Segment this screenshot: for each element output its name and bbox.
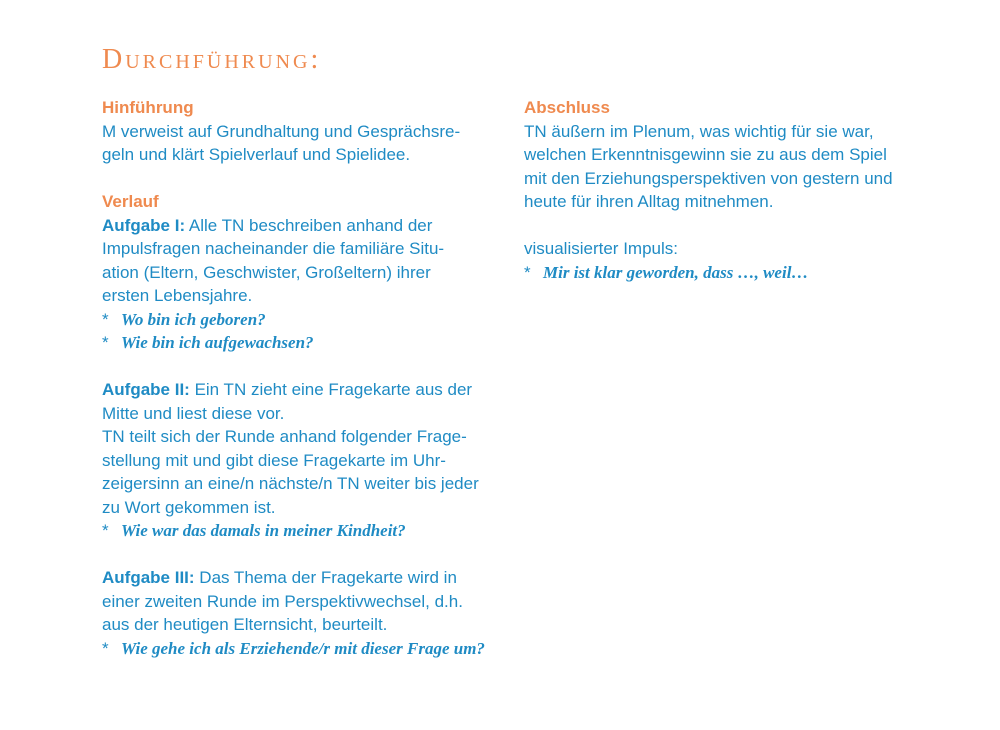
impulse-question [524,261,924,285]
paragraph-line: geln und klärt Spielverlauf und Spielidee. [102,145,411,164]
asterisk-bullet: * [102,333,109,352]
impulse-question [102,331,497,355]
paragraph-line [102,566,497,590]
impulse-question [102,637,497,661]
paragraph-line: welchen Erkenntnisgewinn sie zu aus dem Spiel [524,145,887,164]
question-text: Mir ist klar geworden, dass …, weil… [543,262,809,282]
section-heading-hinfuehrung: Hinführung [102,98,194,117]
paragraph-line: Impulsfragen nacheinander die familiäre Situ- [102,239,445,258]
impulse-question [102,308,497,332]
paragraph-line [102,214,497,238]
paragraph-line: aus der heutigen Elternsicht, beurteilt. [102,615,388,634]
question-text: Wie war das damals in meiner Kindheit? [121,521,406,540]
paragraph-line: ation (Eltern, Geschwister, Großeltern) ihrer [102,262,431,282]
paragraph-text: Ein TN zieht eine Fragekarte aus der [189,380,473,399]
section-heading-verlauf: Verlauf [102,192,159,211]
paragraph-line [102,378,497,402]
paragraph-line: stellung mit und gibt diese Fragekarte im Uhr- [102,450,446,470]
aufgabe-2-label: Aufgabe II: [102,380,190,399]
aufgabe-1-label: Aufgabe I: [102,215,186,235]
paragraph-text: Das Thema der Fragekarte wird in [194,568,457,587]
question-text: Wo bin ich geboren? [121,309,266,329]
question-text: Wie bin ich aufgewachsen? [121,333,314,352]
page-title: Durchführung: [102,44,322,75]
section-heading-abschluss: Abschluss [524,98,610,117]
aufgabe-3-label: Aufgabe III: [102,568,195,587]
paragraph-line: mit den Erziehungsperspektiven von gestern und [524,168,893,188]
paragraph-line: einer zweiten Runde im Perspektivwechsel, d.h. [102,591,463,611]
asterisk-bullet: * [102,638,109,658]
paragraph-line: zu Wort gekommen ist. [102,497,276,517]
right-column [524,96,924,284]
asterisk-bullet: * [102,309,109,329]
paragraph-line: Mitte und liest diese vor. [102,403,285,423]
impulse-question [102,519,497,543]
paragraph-line: TN äußern im Plenum, was wichtig für sie war, [524,121,874,141]
asterisk-bullet: * [102,521,109,540]
paragraph-line: ersten Lebensjahre. [102,286,253,305]
paragraph-line: M verweist auf Grundhaltung und Gesprächsre- [102,121,461,141]
paragraph-line: zeigersinn an eine/n nächste/n TN weiter bis jeder [102,474,479,493]
asterisk-bullet: * [524,262,531,282]
paragraph-line: heute für ihren Alltag mitnehmen. [524,192,774,211]
paragraph-line: TN teilt sich der Runde anhand folgender Frage- [102,427,467,446]
impuls-label: visualisierter Impuls: [524,239,678,258]
question-text: Wie gehe ich als Erziehende/r mit dieser Frage um? [121,638,485,658]
left-column [102,96,497,660]
paragraph-text: Alle TN beschreiben anhand der [185,215,433,235]
